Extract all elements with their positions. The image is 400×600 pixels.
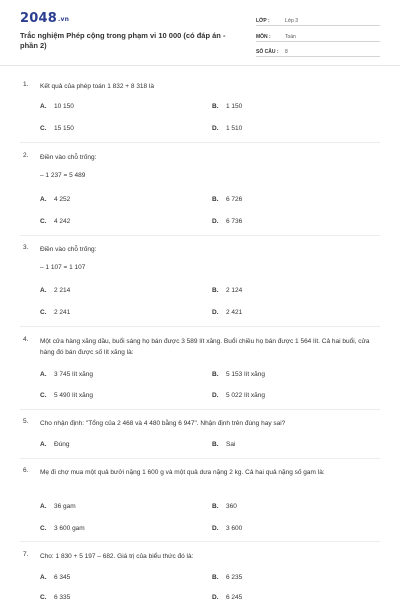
question-equation: – 1 107 = 1 107 [40,264,86,271]
meta-grade-label: LỚP : [256,18,270,24]
option-b[interactable] [212,574,242,581]
option-text: 5 022 lít xăng [226,392,266,399]
option-letter: A. [40,441,47,448]
option-letter: A. [40,371,47,378]
meta-question-count [256,46,380,57]
option-text: 6 736 [226,218,243,225]
option-text: Sai [226,441,236,448]
question-divider [20,409,380,410]
option-letter: C. [40,594,47,600]
page-header [0,0,400,66]
option-text: 360 [226,503,237,510]
option-letter: C. [40,125,47,132]
option-letter: A. [40,574,47,581]
option-c[interactable] [40,594,70,600]
option-d[interactable] [212,125,242,132]
option-letter: B. [212,574,219,581]
question-number: 4. [23,336,29,343]
option-letter: B. [212,196,219,203]
option-text: 3 745 lít xăng [54,371,94,378]
option-b[interactable] [212,196,242,203]
option-letter: D. [212,594,219,600]
option-text: 1 510 [226,125,243,132]
option-d[interactable] [212,309,242,316]
option-text: 6 335 [54,594,71,600]
question-text: Mẹ đi chợ mua một quả bưởi nặng 1 600 g và một quả dưa nặng 2 kg. Cả hai quả nặng số gam là: [40,469,325,476]
meta-grade [256,15,380,26]
meta-subject-value: Toán [285,34,296,40]
option-letter: B. [212,103,219,110]
option-text: 4 252 [54,196,71,203]
option-letter: D. [212,309,219,316]
meta-subject-label: MÔN : [256,34,271,40]
option-text: 6 245 [226,594,243,600]
option-text: 2 214 [54,287,71,294]
option-letter: B. [212,371,219,378]
question-number: 3. [23,244,29,251]
option-text: 6 345 [54,574,71,581]
option-letter: C. [40,392,47,399]
option-text: 1 150 [226,103,243,110]
option-text: Đúng [54,441,70,448]
option-text: 6 235 [226,574,243,581]
option-text: 2 421 [226,309,243,316]
option-d[interactable] [212,525,242,532]
question-number: 6. [23,467,29,474]
question-divider [20,142,380,143]
question-text: Điền vào chỗ trống: [40,154,97,161]
option-d[interactable] [212,392,265,399]
option-b[interactable] [212,441,235,448]
option-letter: A. [40,103,47,110]
option-text: 10 150 [54,103,74,110]
question-equation: – 1 237 = 5 489 [40,172,86,179]
question-divider [20,458,380,459]
option-d[interactable] [212,594,242,600]
question-number: 5. [23,418,29,425]
option-b[interactable] [212,503,237,510]
question-text: Cho nhận định: "Tổng của 2 468 và 4 480 bằng 6 947". Nhận định trên đúng hay sai? [40,420,286,427]
option-c[interactable] [40,309,70,316]
option-a[interactable] [40,371,93,378]
option-text: 3 600 gam [54,525,85,532]
option-c[interactable] [40,218,70,225]
option-c[interactable] [40,392,93,399]
option-a[interactable] [40,103,74,110]
option-text: 6 726 [226,196,243,203]
option-text: 2 241 [54,309,71,316]
question-number: 7. [23,551,29,558]
meta-subject [256,31,380,42]
option-letter: D. [212,392,219,399]
option-letter: B. [212,441,219,448]
option-b[interactable] [212,287,242,294]
question-text: Điền vào chỗ trống: [40,246,97,253]
question-number: 1. [23,81,29,88]
logo-text: 2048 [20,11,57,26]
option-a[interactable] [40,287,70,294]
option-text: 3 600 [226,525,243,532]
option-letter: C. [40,309,47,316]
option-letter: D. [212,218,219,225]
option-letter: A. [40,287,47,294]
question-divider [20,235,380,236]
option-letter: A. [40,196,47,203]
logo-tld: .vn [57,16,70,23]
site-logo[interactable] [20,11,69,26]
question-divider [20,326,380,327]
option-b[interactable] [212,103,242,110]
option-letter: A. [40,503,47,510]
option-text: 2 124 [226,287,243,294]
option-text: 5 153 lít xăng [226,371,266,378]
option-a[interactable] [40,574,70,581]
option-letter: B. [212,503,219,510]
option-text: 4 242 [54,218,71,225]
meta-question-count-label: SỐ CÂU : [256,49,279,55]
quiz-title: Trắc nghiệm Phép cộng trong phạm vi 10 000 (có đáp án - phần 2) [20,31,226,50]
option-a[interactable] [40,441,70,448]
option-letter: C. [40,525,47,532]
question-text: Kết quả của phép toán 1 832 + 8 318 là [40,83,155,90]
option-b[interactable] [212,371,265,378]
option-text: 5 490 lít xăng [54,392,94,399]
meta-question-count-value: 8 [285,49,288,55]
option-text: 15 150 [54,125,74,132]
option-a[interactable] [40,503,76,510]
question-number: 2. [23,152,29,159]
option-letter: C. [40,218,47,225]
option-text: 36 gam [54,503,76,510]
question-text: Cho: 1 830 + 5 197 – 682. Giá trị của biểu thức đó là: [40,553,194,560]
option-a[interactable] [40,196,70,203]
option-c[interactable] [40,525,85,532]
question-divider [20,541,380,542]
meta-grade-value: Lớp 3 [285,18,299,24]
option-d[interactable] [212,218,242,225]
option-letter: D. [212,125,219,132]
option-letter: D. [212,525,219,532]
option-c[interactable] [40,125,74,132]
question-text: Một cửa hàng xăng dầu, buổi sáng họ bán được 3 589 lít xăng. Buổi chiều họ bán được 1 564 lít. Cả hai buổi, cửa hàng đó bán được số lít xăng là: [40,338,370,356]
option-letter: B. [212,287,219,294]
